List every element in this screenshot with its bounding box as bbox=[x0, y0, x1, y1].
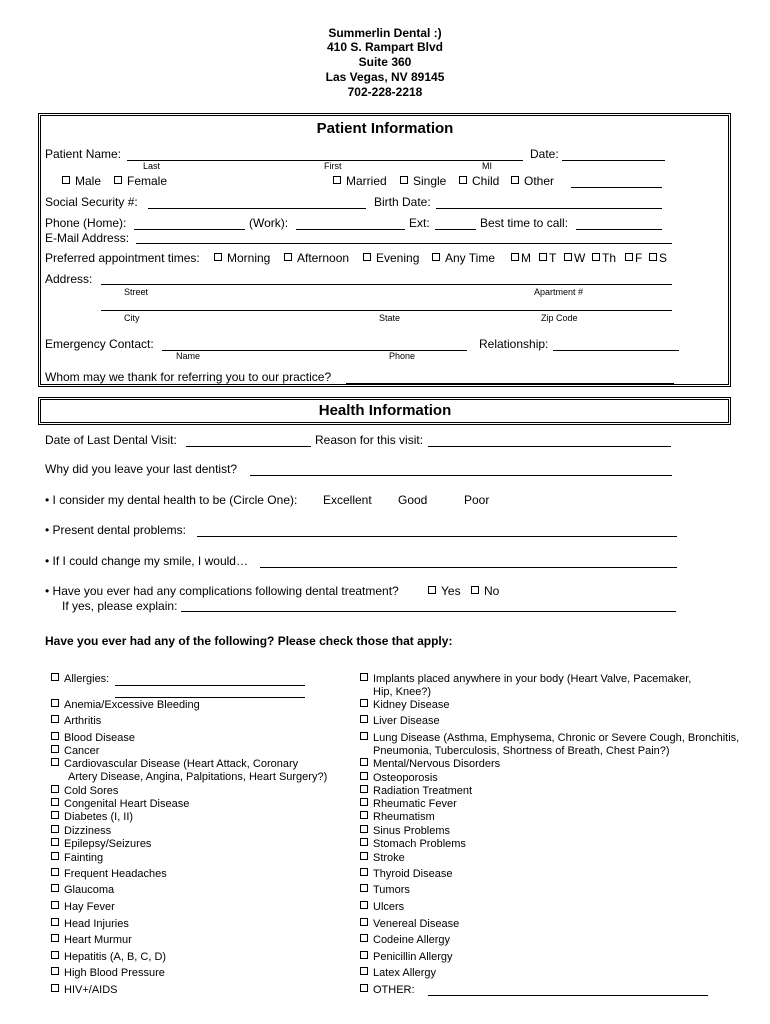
condition-label: Venereal Disease bbox=[373, 918, 460, 930]
female-label: Female bbox=[127, 174, 168, 188]
checkbox-icon bbox=[360, 699, 368, 707]
afternoon-label: Afternoon bbox=[297, 251, 350, 265]
health-info-title: Health Information bbox=[318, 402, 452, 419]
condition-label: Frequent Headaches bbox=[64, 868, 167, 880]
checkbox-icon bbox=[51, 785, 59, 793]
checkbox-icon bbox=[360, 868, 368, 876]
sub-mi: MI bbox=[482, 161, 492, 171]
condition-label: Mental/Nervous Disorders bbox=[373, 758, 501, 770]
ssn-label: Social Security #: bbox=[45, 195, 138, 209]
practice-address: 410 S. Rampart Blvd bbox=[326, 40, 444, 54]
checkbox-icon bbox=[360, 785, 368, 793]
condition-label: Kidney Disease bbox=[373, 699, 450, 711]
checkbox-icon bbox=[114, 176, 122, 184]
condition-implants-placed-anywhere-in-your-body-heart-valve-pacemaker[interactable] bbox=[360, 673, 691, 685]
phone-home-label: Phone (Home): bbox=[45, 216, 127, 230]
email-field[interactable] bbox=[136, 243, 672, 244]
ext-field[interactable] bbox=[435, 229, 476, 230]
checkbox-icon bbox=[51, 934, 59, 942]
checkbox-icon bbox=[51, 699, 59, 707]
sub-apartment: Apartment # bbox=[534, 287, 584, 297]
condition-label: Rheumatism bbox=[373, 811, 435, 823]
condition-frequent-headaches[interactable] bbox=[51, 868, 167, 880]
ssn-field[interactable] bbox=[148, 208, 366, 209]
phone-work-label: (Work): bbox=[249, 216, 289, 230]
emergency-label: Emergency Contact: bbox=[45, 337, 154, 351]
cardio-continuation: Artery Disease, Angina, Palpitations, Heart Surgery?) bbox=[68, 771, 328, 783]
why-leave-field[interactable] bbox=[250, 475, 672, 476]
good-option[interactable]: Good bbox=[398, 493, 428, 507]
checkbox-icon bbox=[360, 758, 368, 766]
condition-latex-allergy[interactable] bbox=[360, 967, 436, 979]
married-label: Married bbox=[346, 174, 387, 188]
condition-label: Arthritis bbox=[64, 715, 102, 727]
condition-codeine-allergy[interactable] bbox=[360, 934, 450, 946]
birth-date-label: Birth Date: bbox=[374, 195, 431, 209]
checkbox-icon bbox=[360, 673, 368, 681]
patient-name-label: Patient Name: bbox=[45, 147, 122, 161]
checkbox-icon bbox=[432, 253, 440, 261]
checkbox-icon bbox=[428, 586, 436, 594]
checkbox-icon bbox=[360, 715, 368, 723]
checkbox-icon bbox=[51, 918, 59, 926]
condition-kidney-disease[interactable] bbox=[360, 699, 449, 711]
single-label: Single bbox=[413, 174, 447, 188]
allergies-field[interactable] bbox=[115, 685, 305, 686]
best-time-field[interactable] bbox=[576, 229, 662, 230]
checkbox-icon bbox=[51, 758, 59, 766]
condition-label: Penicillin Allergy bbox=[373, 951, 453, 963]
implants-continuation: Hip, Knee?) bbox=[373, 686, 432, 698]
sub-zip: Zip Code bbox=[541, 313, 578, 323]
male-option[interactable] bbox=[62, 174, 101, 188]
condition-heart-murmur[interactable] bbox=[51, 934, 132, 946]
condition-other[interactable] bbox=[360, 984, 415, 996]
conditions-question: Have you ever had any of the following? Please check those that apply: bbox=[45, 634, 453, 648]
condition-label: Osteoporosis bbox=[373, 772, 438, 784]
condition-rheumatism[interactable] bbox=[360, 811, 435, 823]
other-field[interactable] bbox=[571, 187, 662, 188]
checkbox-icon bbox=[564, 253, 572, 261]
condition-label: Fainting bbox=[64, 852, 104, 864]
condition-label: OTHER: bbox=[373, 984, 415, 996]
checkbox-icon bbox=[511, 176, 519, 184]
checkbox-icon bbox=[51, 884, 59, 892]
condition-tumors[interactable] bbox=[360, 884, 410, 896]
condition-high-blood-pressure[interactable] bbox=[51, 967, 165, 979]
condition-osteoporosis[interactable] bbox=[360, 772, 438, 784]
condition-radiation-treatment[interactable] bbox=[360, 785, 472, 797]
checkbox-icon bbox=[471, 586, 479, 594]
condition-allergies[interactable] bbox=[51, 673, 109, 685]
day-w-option[interactable] bbox=[564, 251, 585, 265]
checkbox-icon bbox=[51, 811, 59, 819]
emergency-field[interactable] bbox=[162, 350, 467, 351]
phone-home-field[interactable] bbox=[134, 229, 245, 230]
checkbox-icon bbox=[360, 825, 368, 833]
checkbox-icon bbox=[51, 715, 59, 723]
condition-label: Hepatitis (A, B, C, D) bbox=[64, 951, 167, 963]
day-m-label: M bbox=[521, 251, 531, 265]
complications-label: • Have you ever had any complications following dental treatment? bbox=[45, 584, 399, 598]
condition-anemia-excessive-bleeding[interactable] bbox=[51, 699, 200, 711]
evening-label: Evening bbox=[376, 251, 420, 265]
morning-option[interactable] bbox=[214, 251, 270, 265]
condition-lung-disease-asthma-emphysema-chronic-or-severe-cough-bronchitis[interactable] bbox=[360, 732, 739, 744]
condition-label: Dizziness bbox=[64, 825, 112, 837]
pref-times-label: Preferred appointment times: bbox=[45, 251, 200, 265]
checkbox-icon bbox=[360, 732, 368, 740]
condition-label: Cold Sores bbox=[64, 785, 119, 797]
checkbox-icon bbox=[51, 901, 59, 909]
checkbox-icon bbox=[51, 852, 59, 860]
sub-last: Last bbox=[143, 161, 161, 171]
condition-label: Diabetes (I, II) bbox=[64, 811, 134, 823]
other-condition-field[interactable] bbox=[428, 995, 708, 996]
condition-stomach-problems[interactable] bbox=[360, 838, 466, 850]
checkbox-icon bbox=[51, 838, 59, 846]
checkbox-icon bbox=[360, 984, 368, 992]
condition-label: Rheumatic Fever bbox=[373, 798, 457, 810]
checkbox-icon bbox=[649, 253, 657, 261]
last-visit-field[interactable] bbox=[186, 446, 311, 447]
allergies-field-2[interactable] bbox=[115, 697, 305, 698]
condition-label: Hay Fever bbox=[64, 901, 115, 913]
practice-phone: 702-228-2218 bbox=[347, 85, 423, 99]
condition-label: Epilepsy/Seizures bbox=[64, 838, 152, 850]
condition-label: High Blood Pressure bbox=[64, 967, 165, 979]
street-field[interactable] bbox=[101, 284, 672, 285]
checkbox-icon bbox=[284, 253, 292, 261]
sub-phone: Phone bbox=[389, 351, 416, 361]
address-label: Address: bbox=[45, 272, 93, 286]
condition-penicillin-allergy[interactable] bbox=[360, 951, 452, 963]
yes-label: Yes bbox=[441, 584, 461, 598]
patient-info-title: Patient Information bbox=[316, 120, 454, 137]
excellent-option[interactable]: Excellent bbox=[323, 493, 372, 507]
explain-label: If yes, please explain: bbox=[62, 599, 178, 613]
referral-label: Whom may we thank for referring you to our practice? bbox=[45, 370, 332, 384]
day-s-option[interactable] bbox=[649, 251, 667, 265]
condition-cancer[interactable] bbox=[51, 745, 99, 757]
condition-label: Head Injuries bbox=[64, 918, 129, 930]
consider-label: • I consider my dental health to be (Circle One): bbox=[45, 493, 298, 507]
morning-label: Morning bbox=[227, 251, 271, 265]
checkbox-icon bbox=[363, 253, 371, 261]
checkbox-icon bbox=[360, 934, 368, 942]
condition-label: Heart Murmur bbox=[64, 934, 132, 946]
checkbox-icon bbox=[51, 868, 59, 876]
condition-label: Allergies: bbox=[64, 673, 110, 685]
checkbox-icon bbox=[51, 745, 59, 753]
email-label: E-Mail Address: bbox=[45, 231, 130, 245]
other-label: Other bbox=[524, 174, 555, 188]
relationship-label: Relationship: bbox=[479, 337, 549, 351]
condition-label: Stroke bbox=[373, 852, 405, 864]
condition-venereal-disease[interactable] bbox=[360, 918, 459, 930]
present-problems-field[interactable] bbox=[197, 536, 677, 537]
condition-cold-sores[interactable] bbox=[51, 785, 118, 797]
condition-label: Latex Allergy bbox=[373, 967, 436, 979]
condition-diabetes-i-ii[interactable] bbox=[51, 811, 133, 823]
anytime-label: Any Time bbox=[445, 251, 496, 265]
condition-label: Radiation Treatment bbox=[373, 785, 473, 797]
condition-stroke[interactable] bbox=[360, 852, 405, 864]
condition-blood-disease[interactable] bbox=[51, 732, 135, 744]
checkbox-icon bbox=[539, 253, 547, 261]
condition-label: Cancer bbox=[64, 745, 100, 757]
checkbox-icon bbox=[360, 918, 368, 926]
condition-congenital-heart-disease[interactable] bbox=[51, 798, 189, 810]
day-th-option[interactable] bbox=[592, 251, 616, 265]
day-w-label: W bbox=[574, 251, 586, 265]
referral-field[interactable] bbox=[346, 383, 674, 384]
condition-cardiovascular-disease-heart-attack-coronary[interactable] bbox=[51, 758, 298, 770]
date-field[interactable] bbox=[562, 160, 665, 161]
condition-liver-disease[interactable] bbox=[360, 715, 440, 727]
lung-continuation: Pneumonia, Tuberculosis, Shortness of Breath, Chest Pain?) bbox=[373, 745, 670, 757]
day-m-option[interactable] bbox=[511, 251, 531, 265]
checkbox-icon bbox=[400, 176, 408, 184]
checkbox-icon bbox=[625, 253, 633, 261]
condition-glaucoma[interactable] bbox=[51, 884, 114, 896]
child-option[interactable] bbox=[459, 174, 499, 188]
checkbox-icon bbox=[214, 253, 222, 261]
child-label: Child bbox=[472, 174, 500, 188]
anytime-option[interactable] bbox=[432, 251, 495, 265]
day-t-option[interactable] bbox=[539, 251, 556, 265]
day-f-label: F bbox=[635, 251, 643, 265]
female-option[interactable] bbox=[114, 174, 167, 188]
checkbox-icon bbox=[360, 967, 368, 975]
reason-field[interactable] bbox=[428, 446, 671, 447]
practice-city: Las Vegas, NV 89145 bbox=[325, 70, 445, 84]
condition-fainting[interactable] bbox=[51, 852, 103, 864]
present-problems-label: • Present dental problems: bbox=[45, 523, 186, 537]
sub-state: State bbox=[379, 313, 401, 323]
checkbox-icon bbox=[360, 901, 368, 909]
condition-label: Liver Disease bbox=[373, 715, 440, 727]
checkbox-icon bbox=[592, 253, 600, 261]
complications-yes-option[interactable] bbox=[428, 584, 461, 598]
change-smile-label: • If I could change my smile, I would… bbox=[45, 554, 248, 568]
explain-field[interactable] bbox=[181, 611, 676, 612]
last-visit-label: Date of Last Dental Visit: bbox=[45, 433, 177, 447]
condition-mental-nervous-disorders[interactable] bbox=[360, 758, 500, 770]
sub-city: City bbox=[124, 313, 140, 323]
day-t-label: T bbox=[549, 251, 557, 265]
birth-date-field[interactable] bbox=[436, 208, 662, 209]
condition-label: Implants placed anywhere in your body (Heart Valve, Pacemaker, bbox=[373, 673, 692, 685]
condition-head-injuries[interactable] bbox=[51, 918, 129, 930]
evening-option[interactable] bbox=[363, 251, 419, 265]
condition-label: Blood Disease bbox=[64, 732, 135, 744]
condition-ulcers[interactable] bbox=[360, 901, 404, 913]
sub-street: Street bbox=[124, 287, 149, 297]
other-option[interactable] bbox=[511, 174, 554, 188]
condition-hiv-aids[interactable] bbox=[51, 984, 118, 996]
checkbox-icon bbox=[333, 176, 341, 184]
condition-label: Cardiovascular Disease (Heart Attack, Coronary bbox=[64, 758, 299, 770]
condition-label: Sinus Problems bbox=[373, 825, 451, 837]
checkbox-icon bbox=[51, 825, 59, 833]
male-label: Male bbox=[75, 174, 102, 188]
condition-label: Anemia/Excessive Bleeding bbox=[64, 699, 200, 711]
married-option[interactable] bbox=[333, 174, 387, 188]
condition-sinus-problems[interactable] bbox=[360, 825, 450, 837]
day-s-label: S bbox=[659, 251, 668, 265]
condition-label: Codeine Allergy bbox=[373, 934, 451, 946]
condition-hay-fever[interactable] bbox=[51, 901, 115, 913]
checkbox-icon bbox=[51, 798, 59, 806]
phone-work-field[interactable] bbox=[296, 229, 405, 230]
single-option[interactable] bbox=[400, 174, 446, 188]
afternoon-option[interactable] bbox=[284, 251, 349, 265]
condition-label: Congenital Heart Disease bbox=[64, 798, 190, 810]
checkbox-icon bbox=[62, 176, 70, 184]
checkbox-icon bbox=[51, 967, 59, 975]
ext-label: Ext: bbox=[409, 216, 430, 230]
poor-option[interactable]: Poor bbox=[464, 493, 490, 507]
checkbox-icon bbox=[360, 951, 368, 959]
checkbox-icon bbox=[51, 951, 59, 959]
condition-label: Ulcers bbox=[373, 901, 405, 913]
condition-label: HIV+/AIDS bbox=[64, 984, 118, 996]
condition-hepatitis-a-b-c-d[interactable] bbox=[51, 951, 166, 963]
checkbox-icon bbox=[51, 732, 59, 740]
condition-label: Lung Disease (Asthma, Emphysema, Chronic or Severe Cough, Bronchitis, bbox=[373, 732, 740, 744]
condition-dizziness[interactable] bbox=[51, 825, 111, 837]
relationship-field[interactable] bbox=[553, 350, 679, 351]
day-f-option[interactable] bbox=[625, 251, 642, 265]
day-th-label: Th bbox=[602, 251, 617, 265]
checkbox-icon bbox=[360, 798, 368, 806]
best-time-label: Best time to call: bbox=[480, 216, 569, 230]
checkbox-icon bbox=[360, 811, 368, 819]
checkbox-icon bbox=[511, 253, 519, 261]
checkbox-icon bbox=[360, 772, 368, 780]
checkbox-icon bbox=[51, 673, 59, 681]
date-label: Date: bbox=[530, 147, 559, 161]
sub-first: First bbox=[324, 161, 342, 171]
no-label: No bbox=[484, 584, 500, 598]
practice-suite: Suite 360 bbox=[358, 55, 412, 69]
reason-label: Reason for this visit: bbox=[315, 433, 424, 447]
condition-thyroid-disease[interactable] bbox=[360, 868, 452, 880]
condition-label: Glaucoma bbox=[64, 884, 115, 896]
practice-name: Summerlin Dental :) bbox=[328, 26, 442, 40]
checkbox-icon bbox=[51, 984, 59, 992]
condition-label: Stomach Problems bbox=[373, 838, 466, 850]
sub-name: Name bbox=[176, 351, 201, 361]
change-smile-field[interactable] bbox=[260, 567, 677, 568]
why-leave-label: Why did you leave your last dentist? bbox=[45, 462, 238, 476]
complications-no-option[interactable] bbox=[471, 584, 499, 598]
checkbox-icon bbox=[360, 838, 368, 846]
checkbox-icon bbox=[360, 852, 368, 860]
city-state-zip-field[interactable] bbox=[101, 310, 672, 311]
condition-label: Tumors bbox=[373, 884, 410, 896]
condition-epilepsy-seizures[interactable] bbox=[51, 838, 151, 850]
checkbox-icon bbox=[459, 176, 467, 184]
checkbox-icon bbox=[360, 884, 368, 892]
condition-arthritis[interactable] bbox=[51, 715, 101, 727]
condition-label: Thyroid Disease bbox=[373, 868, 453, 880]
condition-rheumatic-fever[interactable] bbox=[360, 798, 457, 810]
